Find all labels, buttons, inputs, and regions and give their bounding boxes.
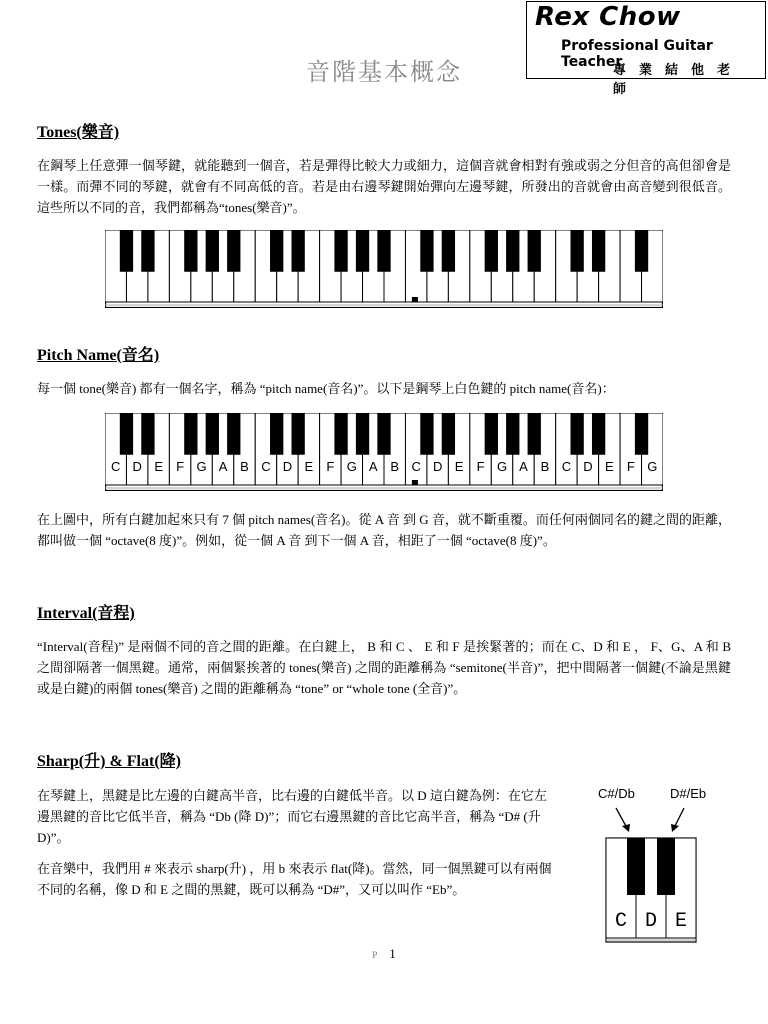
white-key-label: D	[583, 459, 593, 474]
black-key	[420, 413, 433, 455]
mini-black-key	[627, 838, 645, 895]
middle-c-marker	[412, 480, 418, 485]
black-key	[270, 230, 283, 272]
black-key	[227, 413, 240, 455]
black-key	[442, 230, 455, 272]
page-number: 1	[389, 946, 396, 961]
black-key	[592, 230, 605, 272]
black-key	[292, 230, 305, 272]
white-key-label: F	[626, 459, 635, 474]
arrow-head	[622, 824, 630, 832]
white-key-label: B	[540, 459, 550, 474]
white-key-label: B	[390, 459, 400, 474]
sharp-flat-paragraph-1: 在琴鍵上，黑鍵是比左邊的白鍵高半音，比右邊的白鍵低半音。以 D 這白鍵為例：在它左邊黑鍵的音比它低半音，稱為 “Db (降 D)”；而它右邊黑鍵的音比它高半音，稱為 “D# (升 D)”。	[37, 788, 547, 845]
piano-keyboard-labeled	[105, 413, 663, 491]
black-key	[184, 230, 197, 272]
black-key	[334, 230, 347, 272]
black-key	[506, 230, 519, 272]
white-key-label: B	[240, 459, 249, 474]
black-key	[635, 413, 648, 455]
black-key	[356, 413, 369, 455]
label-csharp-dflat: C#/Db	[598, 786, 635, 801]
pitch-name-intro: 每一個 tone(樂音) 都有一個名字，稱為 “pitch name(音名)”。以下是鋼琴上白色鍵的 pitch name(音名)：	[37, 381, 615, 396]
black-key	[377, 413, 390, 455]
arrow-line	[616, 808, 627, 828]
white-key-label: E	[304, 459, 314, 474]
mini-key-label: E	[674, 910, 688, 933]
page-title: 音階基本概念	[306, 60, 462, 86]
sharp-flat-paragraph-2: 在音樂中，我們用 # 來表示 sharp(升) ，用 b 來表示 flat(降)。當然，同一個黑鍵可以有兩個不同的名稱，像 D 和 E 之間的黑鍵，既可以稱為 “D#”，又可以叫作 “Eb”。	[37, 861, 552, 897]
black-key	[571, 413, 584, 455]
arrow-head	[671, 824, 679, 832]
arrow-line	[674, 808, 684, 828]
black-key	[506, 413, 519, 455]
black-key	[592, 413, 605, 455]
interval-paragraph: “Interval(音程)” 是兩個不同的音之間的距離。在白鍵上， B 和 C 、 E 和 F 是挨緊著的；而在 C、D 和 E ， F、G、A 和 B 之間卻隔著一個黑鍵。通常，兩個緊挨著的 tones(樂音) 之間的距離稱為 “semitone(半音)”，把中間隔著一個鍵(不論是黑鍵或是白鍵)的兩個 tones(樂音) 之間的距離稱為 “tone” or “whole tone (全音)”。	[37, 639, 731, 696]
mini-black-key	[657, 838, 675, 895]
white-key-label: A	[519, 459, 528, 474]
black-key	[292, 413, 305, 455]
logo-chinese-title: 專業結他老師	[613, 63, 744, 97]
page-footer	[0, 946, 768, 962]
black-key	[184, 413, 197, 455]
black-key	[120, 413, 133, 455]
heading-sharp-flat: Sharp(升) & Flat(降)	[37, 753, 181, 770]
white-key-label: A	[368, 459, 378, 474]
white-key-label: C	[561, 459, 572, 474]
white-key-label: D	[132, 459, 142, 474]
white-key-label: C	[261, 459, 271, 474]
black-key	[377, 230, 390, 272]
black-key	[485, 230, 498, 272]
black-key	[206, 230, 219, 272]
middle-c-marker	[412, 297, 418, 302]
white-key-label: E	[605, 459, 614, 474]
mini-keyboard-diagram	[596, 800, 706, 944]
label-dsharp-eflat: D#/Eb	[670, 786, 707, 801]
white-key-label: D	[282, 459, 293, 474]
white-key-label: G	[647, 459, 658, 474]
mini-key-label: C	[614, 910, 628, 933]
white-key-label: E	[454, 459, 464, 474]
heading-interval: Interval(音程)	[37, 605, 135, 622]
logo-name: Rex Chow	[535, 2, 681, 32]
black-key	[485, 413, 498, 455]
heading-pitch-name: Pitch Name(音名)	[37, 347, 160, 364]
logo-title: Professional Guitar Teacher	[561, 38, 713, 70]
white-key-label: F	[476, 459, 485, 474]
mini-key-label: D	[644, 910, 658, 933]
white-key-label: F	[326, 459, 335, 474]
black-key	[227, 230, 240, 272]
page-prefix: P	[372, 950, 378, 960]
black-key	[356, 230, 369, 272]
black-key	[270, 413, 283, 455]
tones-paragraph: 在鋼琴上任意彈一個琴鍵，就能聽到一個音，若是彈得比較大力或細力，這個音就會相對有強或弱之分但音的高但卻會是一樣。而彈不同的琴鍵，就會有不同高低的音。若是由右邊琴鍵開始彈向左邊琴鍵，所發出的音就會由高音變到很低音。這些所以不同的音，我們都稱為“tones(樂音)”。	[37, 158, 731, 215]
black-key	[120, 230, 133, 272]
pitch-name-explanation: 在上圖中，所有白鍵加起來只有 7 個 pitch names(音名)。從 A 音 到 G 音，就不斷重覆。而任何兩個同名的鍵之間的距離，都叫做一個 “octave(8 度)”。例如，從一個 A 音 到下一個 A 音，相距了一個 “octave(8 度)”。	[37, 512, 731, 548]
white-key-label: G	[346, 459, 357, 474]
black-key	[141, 230, 154, 272]
white-key-label: A	[218, 459, 228, 474]
black-key	[635, 230, 648, 272]
heading-tones: Tones(樂音)	[37, 124, 120, 141]
white-key-label: E	[154, 459, 163, 474]
black-key	[141, 413, 154, 455]
white-key-label: G	[196, 459, 207, 474]
white-key-label: G	[496, 459, 508, 474]
white-key-label: D	[432, 459, 443, 474]
black-key	[442, 413, 455, 455]
black-key	[420, 230, 433, 272]
black-key	[334, 413, 347, 455]
white-key-label: C	[111, 459, 121, 474]
piano-keyboard-plain	[105, 230, 663, 308]
white-key-label: C	[411, 459, 421, 474]
black-key	[528, 230, 541, 272]
black-key	[206, 413, 219, 455]
black-key	[528, 413, 541, 455]
white-key-label: F	[176, 459, 185, 474]
black-key	[571, 230, 584, 272]
